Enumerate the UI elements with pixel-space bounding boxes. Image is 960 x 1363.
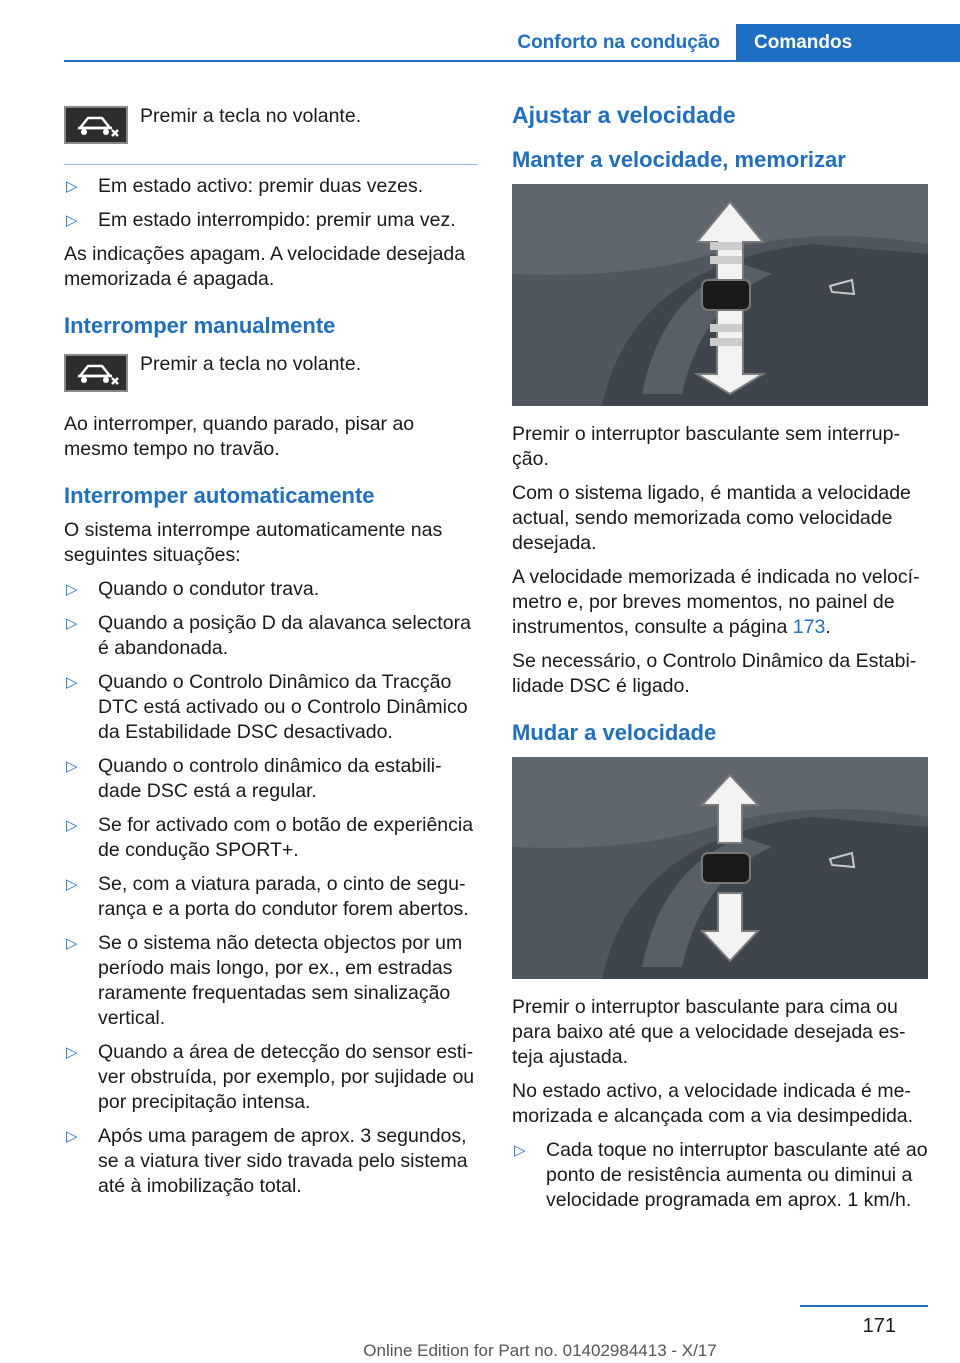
section-heading-manual: Interromper manualmente — [64, 313, 336, 338]
right-bullet-list — [512, 1138, 928, 1213]
subheading-change: Mudar a velocidade — [512, 720, 717, 745]
list-item-text: Em estado activo: premir duas vezes. — [98, 175, 424, 197]
list-item — [64, 813, 478, 863]
paragraph: No estado activo, a velocidade indicada é memorizada e alcançada com a via desimpedida. — [512, 1080, 914, 1127]
steering-wheel-rocker-image — [512, 757, 928, 979]
paragraph — [512, 565, 928, 640]
instruction-text: Premir a tecla no volante. — [140, 105, 362, 127]
right-column — [512, 100, 928, 1222]
list-item-text: Em estado interrompido: premir uma vez. — [98, 209, 456, 231]
paragraph-text: . — [825, 616, 831, 638]
paragraph-text: A velocidade memorizada é indicada no velocímetro e, por breves momentos, no painel de instrumentos, consulte a página — [512, 566, 920, 638]
section-heading-automatic: Interromper automaticamente — [64, 483, 375, 508]
icon-instruction — [64, 100, 478, 150]
list-item-text: Quando a área de detecção do sensor estiver obstruída, por exemplo, por sujidade ou por precipitação intensa. — [98, 1041, 475, 1113]
section-heading: Ajustar a velocidade — [512, 102, 736, 128]
list-item — [64, 174, 478, 199]
triangle-right-icon: ▷ — [66, 817, 78, 834]
list-item-text: Cada toque no interruptor basculante até ao ponto de resistência aumenta ou diminui a velocidade programada em aprox. 1 km/h. — [546, 1139, 928, 1211]
triangle-right-icon: ▷ — [66, 674, 78, 691]
page-header — [64, 24, 960, 62]
triangle-right-icon: ▷ — [66, 758, 78, 775]
paragraph: Com o sistema ligado, é mantida a velocidade actual, sendo memorizada como velocidade desejada. — [512, 482, 911, 554]
cruise-control-button-icon — [64, 354, 128, 392]
list-item — [64, 1124, 478, 1199]
triangle-right-icon: ▷ — [66, 212, 78, 229]
list-item-text: Quando o Controlo Dinâmico da Tracção DTC está activado ou o Controlo Dinâmico da Estabilidade DSC desactivado. — [98, 671, 468, 743]
triangle-right-icon: ▷ — [514, 1142, 526, 1159]
list-item — [64, 931, 478, 1031]
auto-bullet-list — [64, 577, 478, 1199]
list-item-text: Se for activado com o botão de experiência de condução SPORT+. — [98, 814, 474, 861]
footer-rule — [800, 1305, 928, 1307]
page-number: 171 — [862, 1315, 896, 1337]
list-item — [512, 1138, 928, 1213]
list-item — [64, 670, 478, 745]
page-reference-link[interactable]: 173 — [792, 616, 826, 638]
triangle-right-icon: ▷ — [66, 876, 78, 893]
list-item-text: Após uma paragem de aprox. 3 segundos, se a viatura tiver sido travada pelo sistema até à imobilização total. — [98, 1125, 468, 1197]
paragraph: Se necessário, o Controlo Dinâmico da Estabilidade DSC é ligado. — [512, 650, 917, 697]
icon-instruction — [64, 348, 478, 398]
paragraph: Premir o interruptor basculante para cima ou para baixo até que a velocidade desejada esteja ajustada. — [512, 996, 906, 1068]
triangle-right-icon: ▷ — [66, 1128, 78, 1145]
list-item-text: Quando o condutor trava. — [98, 578, 320, 600]
chapter-tab[interactable]: Comandos — [736, 24, 960, 62]
triangle-right-icon: ▷ — [66, 935, 78, 952]
left-column — [64, 100, 478, 1208]
list-item-text: Quando a posição D da alavanca selectora é abandonada. — [98, 612, 471, 659]
triangle-right-icon: ▷ — [66, 581, 78, 598]
section-tab[interactable]: Conforto na condução — [517, 32, 720, 53]
list-item — [64, 208, 478, 233]
paragraph: O sistema interrompe automaticamente nas seguintes situações: — [64, 519, 443, 566]
list-item — [64, 754, 478, 804]
paragraph: As indicações apagam. A velocidade desejada memorizada é apagada. — [64, 243, 466, 290]
subheading-maintain: Manter a velocidade, memorizar — [512, 147, 846, 172]
triangle-right-icon: ▷ — [66, 178, 78, 195]
instruction-text: Premir a tecla no volante. — [140, 353, 362, 375]
list-item — [64, 872, 478, 922]
divider — [64, 164, 478, 165]
list-item — [64, 577, 478, 602]
header-rule — [64, 60, 960, 62]
list-item-text: Se, com a viatura parada, o cinto de segurança e a porta do condutor forem abertos. — [98, 873, 469, 920]
triangle-right-icon: ▷ — [66, 1044, 78, 1061]
cruise-control-button-icon — [64, 106, 128, 144]
triangle-right-icon: ▷ — [66, 615, 78, 632]
list-item — [64, 611, 478, 661]
intro-bullet-list — [64, 174, 478, 233]
paragraph: Ao interromper, quando parado, pisar ao mesmo tempo no travão. — [64, 413, 415, 460]
edition-footer: Online Edition for Part no. 01402984413 - X/17 — [363, 1341, 717, 1360]
list-item-text: Se o sistema não detecta objectos por um período mais longo, por ex., em estradas raramente frequentadas sem sinalização vertical. — [98, 932, 463, 1029]
paragraph: Premir o interruptor basculante sem interrupção. — [512, 423, 900, 470]
list-item — [64, 1040, 478, 1115]
list-item-text: Quando o controlo dinâmico da estabilidade DSC está a regular. — [98, 755, 442, 802]
steering-wheel-rocker-image — [512, 184, 928, 406]
